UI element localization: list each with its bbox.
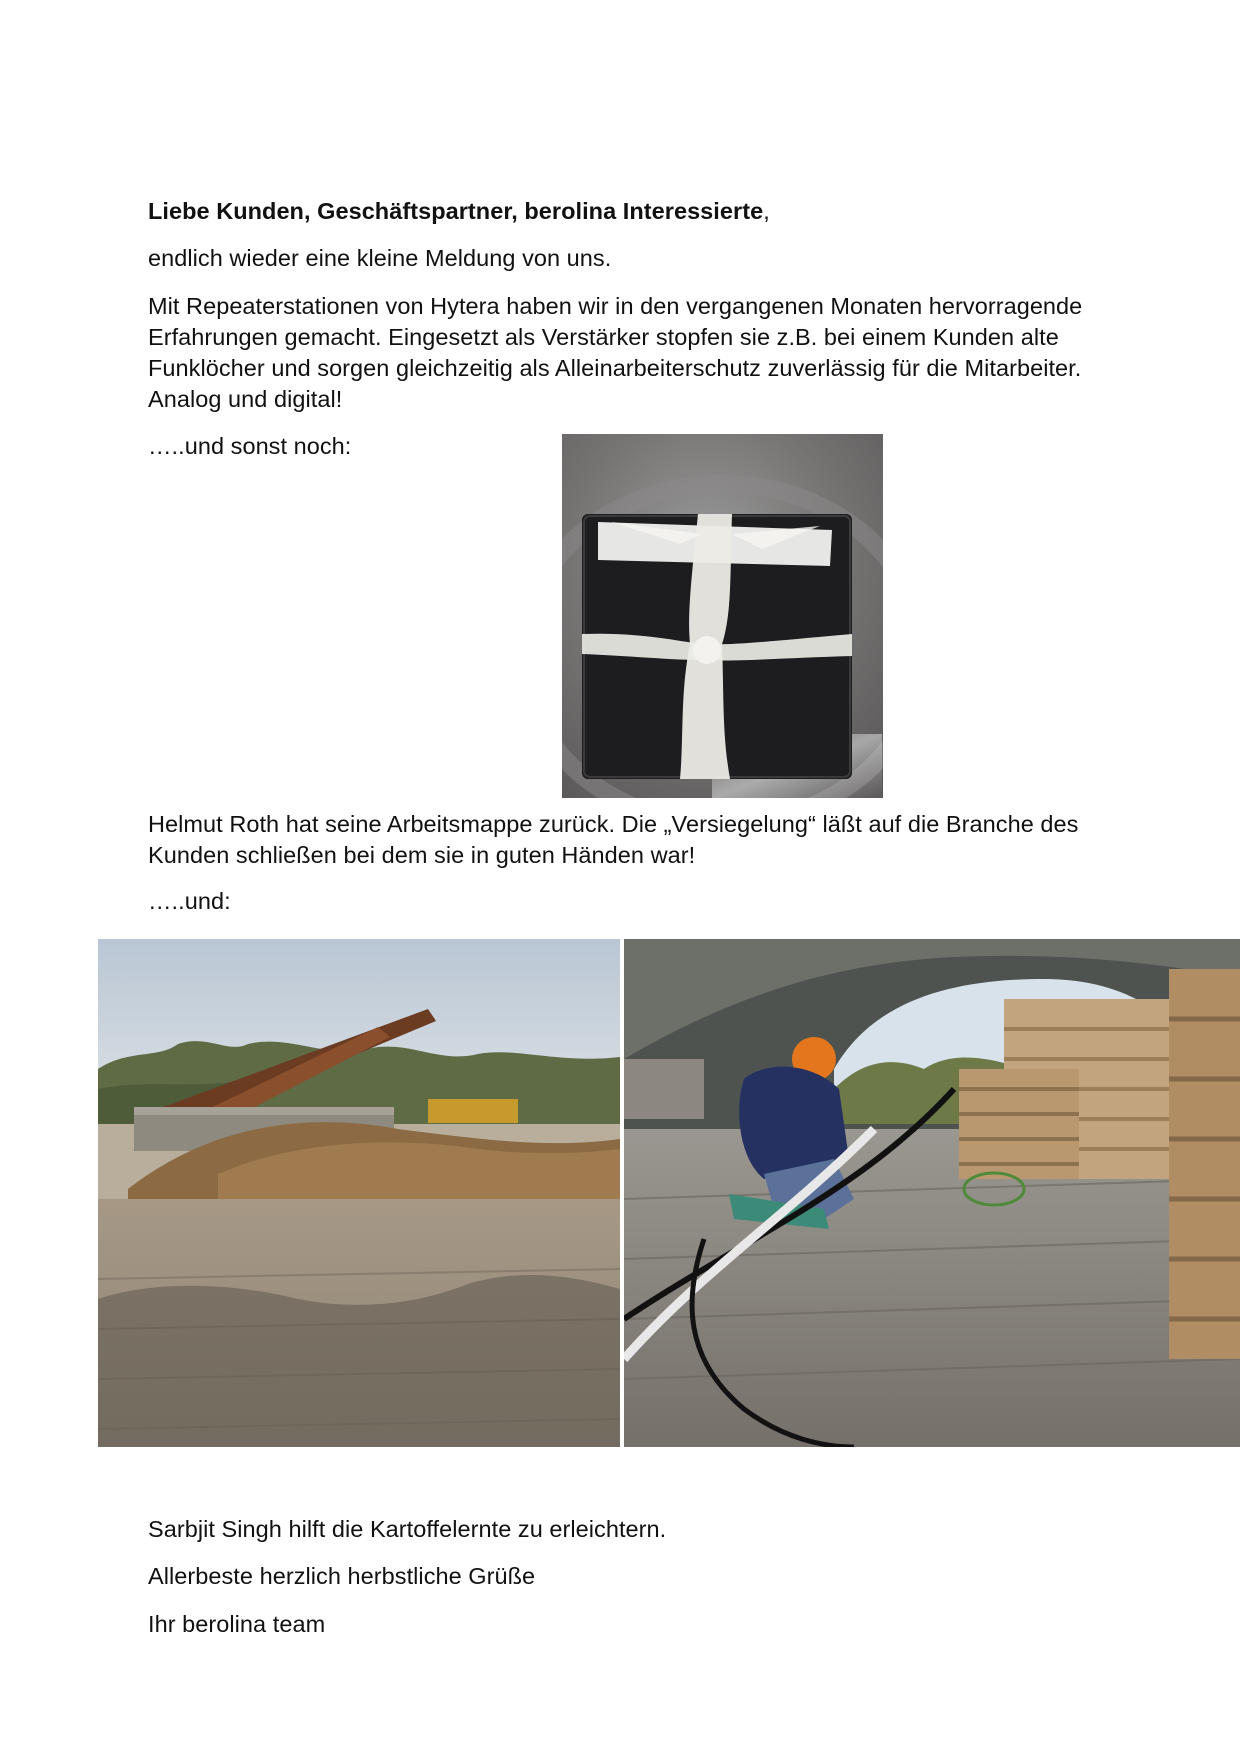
potato-yard-graphic bbox=[98, 939, 620, 1447]
and-label: …..und: bbox=[148, 888, 231, 914]
potato-yard-photo bbox=[98, 939, 620, 1447]
greeting-bold: Liebe Kunden, Geschäftspartner, berolina Interessierte bbox=[148, 198, 764, 224]
signature-line: Ihr berolina team bbox=[148, 1611, 326, 1637]
sarbjit-line: Sarbjit Singh hilft die Kartoffelernte zu erleichtern. bbox=[148, 1516, 667, 1542]
greeting-tail: , bbox=[763, 198, 770, 224]
folder-photo bbox=[562, 434, 883, 798]
tent-worker-graphic bbox=[624, 939, 1240, 1447]
folder-photo-graphic bbox=[562, 434, 883, 798]
regards-line: Allerbeste herzlich herbstliche Grüße bbox=[148, 1563, 536, 1589]
more-label: …..und sonst noch: bbox=[148, 433, 352, 459]
tent-worker-photo bbox=[624, 939, 1240, 1447]
repeater-paragraph: Mit Repeaterstationen von Hytera haben wir in den vergangenen Monaten hervorragende Erfahrungen gemacht. Eingesetzt als Verstärker stopfen sie z.B. bei einem Kunden alte Funklöcher und sorgen gleichzeitig als Alleinarbeiterschutz zuverlässig für die Mitarbeiter. Analog und digital! bbox=[148, 293, 1083, 412]
intro-line: endlich wieder eine kleine Meldung von uns. bbox=[148, 245, 612, 271]
greeting-line bbox=[148, 196, 1098, 227]
helmut-paragraph: Helmut Roth hat seine Arbeitsmappe zurück. Die „Versiegelung“ läßt auf die Branche des Kunden schließen bei dem sie in guten Händen war! bbox=[148, 811, 1079, 868]
